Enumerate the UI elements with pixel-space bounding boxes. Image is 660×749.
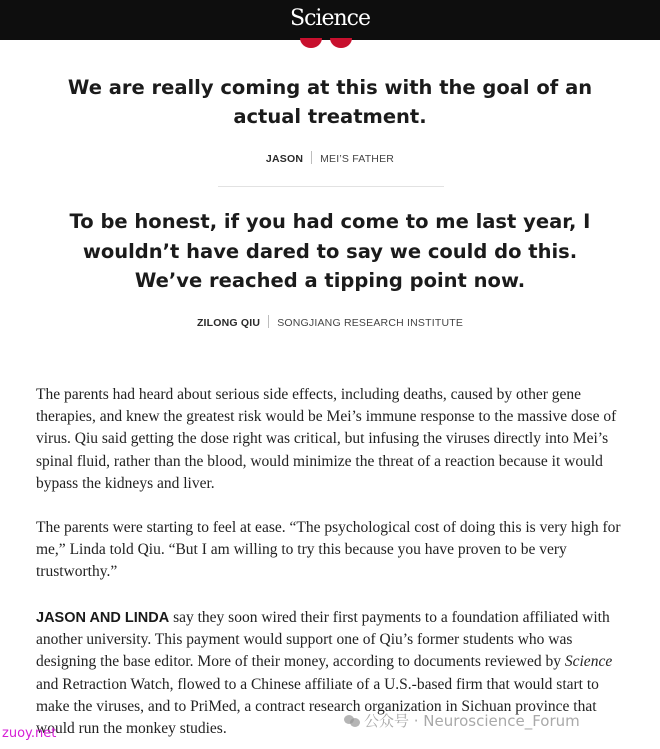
attribution-divider (311, 151, 312, 164)
attribution-divider (268, 315, 269, 328)
wechat-watermark (344, 710, 580, 731)
quote-mark-icon (298, 38, 360, 48)
site-watermark: zuoy.net (2, 726, 57, 741)
attribution-name: JASON (265, 153, 304, 165)
pull-quote-2-attribution (0, 315, 660, 329)
publication-name: Science (564, 653, 613, 671)
pull-quote-1: We are really coming at this with the goal of an actual treatment. (67, 76, 593, 128)
paragraph-text: say they soon wired their first payments to a foundation affiliated with another university. This payment would support one of Qiu’s former students who was designing the base editor. More of their money, according to documents reviewed by (36, 609, 610, 671)
paragraph-text: and Retraction Watch, flowed to a Chinese affiliate of a U.S.-based firm that would start to make the viruses, and to PriMed, a contract research organization in Sichuan province that would run the monkey studies. (36, 675, 599, 738)
attribution-role: SONGJIANG RESEARCH INSTITUTE (277, 317, 464, 329)
attribution-role: MEI’S FATHER (320, 153, 395, 165)
quote-divider (218, 186, 444, 187)
paragraph-lead-in: JASON AND LINDA (36, 610, 170, 626)
pull-quote-1-attribution (0, 151, 660, 165)
pull-quote-2: To be honest, if you had come to me last year, I wouldn’t have dared to say we could do this. We’ve reached a tipping point now. (69, 210, 591, 292)
site-header-bar (0, 0, 660, 40)
article-paragraph-1: The parents had heard about serious side effects, including deaths, caused by other gene therapies, and knew the greatest risk would be Mei’s immune response to the massive dose of virus. Qiu said getting the dose right was critical, but infusing the viruses directly into Mei’s spinal fluid, rather than the blood, would minimize the threat of a reaction because it would bypass the kidneys and liver. (36, 386, 617, 492)
wechat-watermark-text: 公众号 · Neuroscience_Forum (364, 712, 580, 730)
attribution-name: ZILONG QIU (196, 317, 261, 329)
wechat-icon (344, 714, 360, 728)
article-paragraph-2: The parents were starting to feel at ease. “The psychological cost of doing this is very high for me,” Linda told Qiu. “But I am willing to try this because you have proven to be very trustworthy.” (36, 519, 621, 581)
science-logo[interactable]: Science (290, 6, 370, 31)
